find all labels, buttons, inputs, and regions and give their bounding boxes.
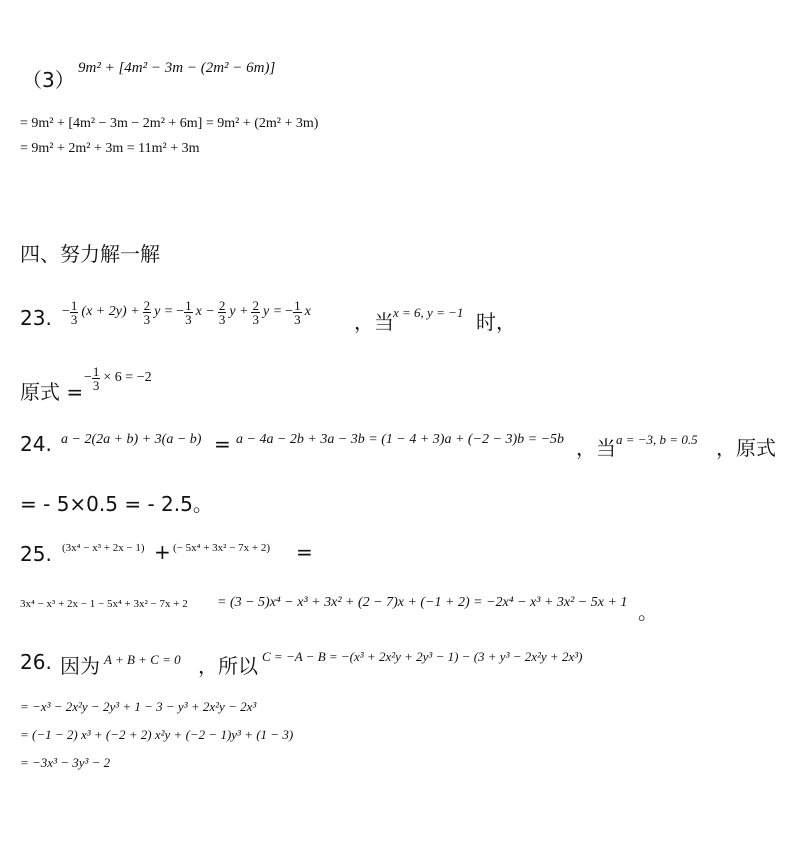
frac-num: 2 [252, 297, 259, 313]
frac-den: 3 [70, 311, 78, 327]
frac-den: 3 [185, 311, 192, 327]
q23-frac-5 [251, 299, 260, 326]
q23-result-frac [92, 365, 101, 392]
q23-minus-3: − [285, 304, 294, 319]
q24-equals: = [214, 432, 231, 456]
q23-expr-tail-a: y = [262, 304, 283, 319]
q23-minus-2: − [176, 304, 185, 319]
q26-solve: C = −A − B = −(x³ + 2x²y + 2y³ − 1) − (3 + y³ − 2x²y + 2x³) [262, 649, 583, 664]
q23-frac-3 [184, 299, 193, 326]
section-3-label: （3） [22, 68, 75, 92]
q23-frac-4 [218, 299, 227, 326]
section-3-step-2: = 9m² + 2m² + 3m = 11m² + 3m [20, 141, 200, 156]
q23-expr-tail-x: x [304, 304, 311, 319]
frac-den: 3 [143, 311, 151, 327]
frac-num: 1 [70, 297, 78, 313]
q23-time-label: 时， [476, 310, 516, 334]
q23-frac-2 [143, 299, 152, 326]
q23-frac-6 [293, 299, 302, 326]
q26-so-label: ，所以 [198, 654, 258, 678]
frac-den: 3 [92, 377, 100, 393]
q25-expansion: 3x⁴ − x³ + 2x − 1 − 5x⁴ + 3x² − 7x + 2 [20, 598, 188, 610]
q26-line-3: = −3x³ − 3y³ − 2 [20, 755, 111, 770]
q23-part-2: y = [154, 304, 174, 319]
q23-minus: − [62, 304, 70, 319]
section-3-step-1: = 9m² + [4m² − 3m − 2m² + 6m] = 9m² + (2m² + 3m) [20, 116, 319, 131]
q26-because-label: 因为 [60, 654, 100, 678]
q23-part-4: y + [229, 304, 249, 319]
q24-lhs: a − 2(2a + b) + 3(a − b) [61, 432, 202, 447]
q26-number: 26. [20, 650, 52, 674]
frac-den: 3 [218, 311, 226, 327]
frac-num: 1 [294, 297, 301, 313]
q23-condition: x = 6, y = −1 [393, 305, 464, 320]
q25-part-1: (3x⁴ − x³ + 2x − 1) [62, 542, 145, 554]
section-3-expression: 9m² + [4m² − 3m − (2m² − 6m)] [78, 60, 276, 76]
q23-result-label: 原式 = [20, 380, 84, 404]
frac-den: 3 [294, 311, 301, 327]
frac-num: 2 [218, 297, 226, 313]
q24-answer: = - 5×0.5 = - 2.5。 [20, 492, 213, 516]
frac-num: 1 [92, 363, 100, 379]
q23-when-label: ，当 [354, 310, 394, 334]
q24-rhs: a − 4a − 2b + 3a − 3b = (1 − 4 + 3)a + (−2 − 3)b = −5b [236, 432, 565, 447]
q25-combined: = (3 − 5)x⁴ − x³ + 3x² + (2 − 7)x + (−1 + 2) = −2x⁴ − x³ + 3x² − 5x + 1 [217, 595, 628, 610]
frac-num: 2 [143, 297, 151, 313]
q23-frac-1 [70, 299, 79, 326]
q23-number: 23. [20, 306, 52, 330]
q26-line-2: = (−1 − 2) x³ + (−2 + 2) x²y + (−2 − 1)y³ + (1 − 3) [20, 727, 294, 742]
q25-period: 。 [638, 600, 658, 624]
q23-expression [62, 290, 311, 334]
q23-part-3: x − [195, 304, 215, 319]
q25-number: 25. [20, 542, 52, 566]
q24-number: 24. [20, 432, 52, 456]
q23-result-minus: − [84, 370, 92, 385]
q24-when-label: ，当 [576, 436, 616, 460]
q23-part-1: (x + 2y) + [81, 304, 140, 319]
q25-plus: + [154, 540, 171, 564]
section-heading: 四、努力解一解 [20, 242, 160, 266]
q24-result-label: ，原式 [716, 436, 776, 460]
q23-result [84, 358, 152, 398]
q25-equals: = [296, 540, 313, 564]
q25-part-2: (− 5x⁴ + 3x² − 7x + 2) [173, 542, 271, 554]
q24-condition: a = −3, b = 0.5 [616, 432, 698, 447]
frac-num: 1 [185, 297, 192, 313]
q23-result-tail: × 6 = −2 [103, 370, 152, 385]
frac-den: 3 [252, 311, 259, 327]
q26-given: A + B + C = 0 [104, 652, 181, 667]
q26-line-1: = −x³ − 2x²y − 2y³ + 1 − 3 − y³ + 2x²y − 2x³ [20, 699, 257, 714]
